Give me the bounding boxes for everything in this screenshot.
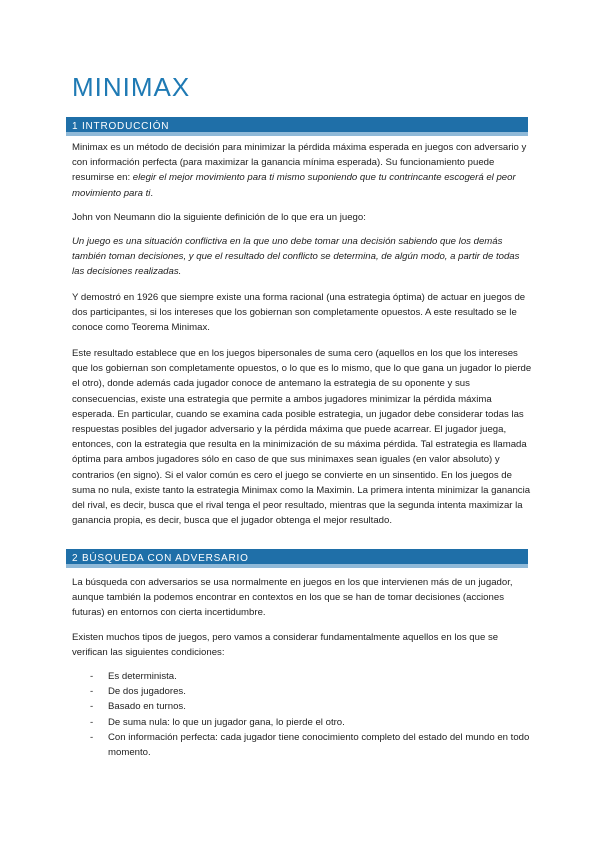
section-heading-introduccion: 1 INTRODUCCIÓN	[66, 117, 528, 136]
list-dash: -	[90, 731, 94, 743]
document-title: MINIMAX	[72, 72, 191, 102]
intro-paragraph-2: John von Neumann dio la siguiente definición de lo que era un juego:	[72, 212, 366, 223]
list-item-text: Es determinista.	[108, 671, 177, 682]
intro-paragraph-4: Y demostró en 1926 que siempre existe una forma racional (una estrategia óptima) de actuar en juegos de dos participantes, si los intereses que los gobiernan son completamente opuestos. A este resultado se le conoce como Teorema Minimax.	[72, 292, 526, 334]
list-item	[72, 715, 532, 730]
intro-paragraph-1	[72, 140, 532, 201]
intro-p1-end: .	[150, 187, 154, 199]
list-dash: -	[90, 686, 94, 698]
intro-p1-italic: elegir el mejor movimiento para ti mismo suponiendo que tu contrincante escogerá el peor movimiento para ti	[72, 172, 516, 199]
intro-p1-text: Minimax es un método de decisión para minimizar la pérdida máxima esperada en juegos con adversario y con información perfecta (para maximizar la ganancia mínima esperada). Su funcionamiento puede resumirse en:	[72, 142, 527, 184]
list-dash: -	[90, 716, 94, 728]
conditions-list	[72, 669, 532, 760]
list-item	[72, 699, 532, 714]
list-item	[72, 730, 532, 760]
section-heading-busqueda: 2 BÚSQUEDA CON ADVERSARIO	[66, 549, 528, 568]
list-item-text: Basado en turnos.	[108, 701, 186, 713]
game-definition-quote: Un juego es una situación conflictiva en la que uno debe tomar una decisión sabiendo que los demás también toman decisiones, y que el resultado del conflicto se determina, de algún modo, a partir de todas las decisiones realizadas.	[72, 236, 520, 278]
list-item-text: De dos jugadores.	[108, 686, 186, 698]
list-item	[72, 669, 532, 684]
list-item	[72, 684, 532, 699]
search-paragraph-1: La búsqueda con adversarios se usa normalmente en juegos en los que intervienen más de un jugador, aunque también la podemos encontrar en contextos en los que se han de tomar decisiones (acciones futuras) en entornos con cierta incertidumbre.	[72, 577, 513, 619]
intro-paragraph-5: Este resultado establece que en los juegos bipersonales de suma cero (aquellos en los que los intereses que los gobiernan son completamente opuestos, o lo que es lo mismo, que lo que gana un jugador lo pierde el otro), donde además cada jugador conoce de antemano la estrategia de su oponente y sus consecuencias, existe una estrategia que permite a ambos jugadores minimizar la pérdida máxima esperada. En particular, cuando se examina cada posible estrategia, un jugador debe considerar todas las respuestas posibles del jugador adversario y la pérdida máxima que puede acarrear. El jugador juega, entonces, con la estrategia que resulta en la minimización de su máxima pérdida. Tal estrategia es llamada óptima para ambos jugadores sólo en caso de que sus minimaxes sean iguales (en valor absoluto) y contrarios (en signo). Si el valor común es cero el juego se convierte en un sinsentido. En los juegos de suma no nula, existe tanto la estrategia Minimax como la Maximin. La primera intenta minimizar la ganancia del rival, es decir, busca que el rival tenga el peor resultado, mientras que la segunda intenta maximizar la ganancia propia, es decir, busca que el jugador obtenga el mejor resultado.	[72, 348, 532, 527]
list-dash: -	[90, 671, 94, 682]
list-dash: -	[90, 701, 94, 713]
search-paragraph-2: Existen muchos tipos de juegos, pero vamos a considerar fundamentalmente aquellos en los que se verifican las siguientes condiciones:	[72, 632, 499, 659]
list-item-text: Con información perfecta: cada jugador tiene conocimiento completo del estado del mundo en todo momento.	[108, 731, 530, 759]
list-item-text: De suma nula: lo que un jugador gana, lo pierde el otro.	[108, 716, 345, 728]
